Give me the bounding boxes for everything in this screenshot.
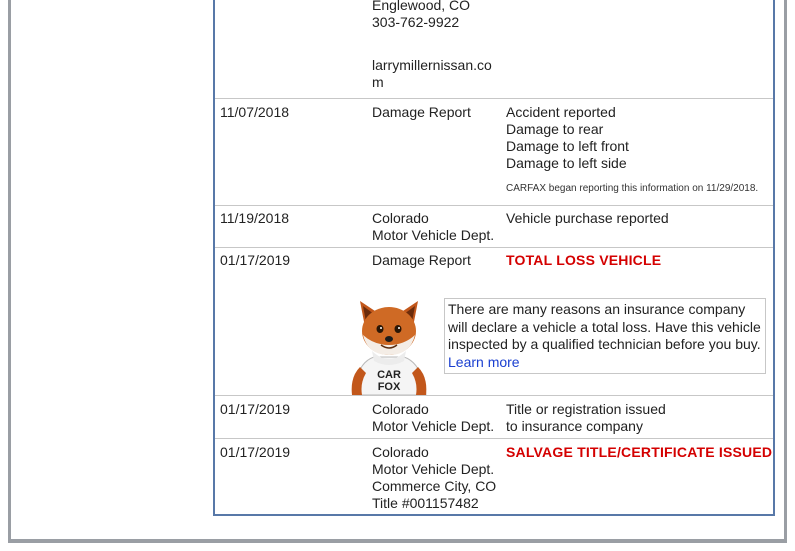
record-comments (506, 401, 771, 435)
record-comments (506, 444, 771, 461)
record-date: 11/19/2018 (220, 210, 290, 226)
page-frame-left (8, 0, 11, 541)
record-source (372, 252, 500, 269)
record-source (372, 0, 500, 91)
source-line: Damage Report (372, 104, 471, 120)
record-date: 01/17/2019 (220, 252, 291, 268)
carfax-reporting-note: CARFAX began reporting this information on 11/29/2018. (506, 183, 759, 194)
source-line (372, 31, 500, 48)
comment-line: Title or registration issued (506, 401, 666, 417)
source-line: Commerce City, CO (372, 478, 497, 494)
salvage-title-alert: SALVAGE TITLE/CERTIFICATE ISSUED (506, 444, 773, 460)
vehicle-history-table (213, 0, 775, 516)
comment-line: Accident reported (506, 104, 616, 120)
record-source (372, 210, 500, 244)
source-line: Colorado (372, 444, 429, 460)
mascot-shirt-text: CAR (377, 369, 401, 381)
info-line: inspected by a qualified technician before you buy. (448, 336, 761, 352)
comment-line: Damage to rear (506, 121, 604, 137)
history-row (215, 395, 773, 439)
record-source (372, 444, 500, 512)
record-date: 01/17/2019 (220, 444, 291, 460)
page-frame-bottom (8, 539, 787, 543)
comment-line: to insurance company (506, 418, 643, 434)
history-row (215, 98, 773, 206)
record-comments (506, 210, 771, 227)
record-date: 11/07/2018 (220, 104, 290, 120)
source-line: Damage Report (372, 252, 471, 268)
history-row (215, 0, 773, 98)
source-line: 303-762-9922 (372, 14, 460, 30)
carfox-mascot-icon (348, 297, 430, 395)
comment-line: Vehicle purchase reported (506, 210, 669, 226)
source-line: Motor Vehicle Dept. (372, 461, 495, 477)
learn-more-link[interactable]: Learn more (448, 353, 520, 370)
mascot-shirt-text: FOX (377, 381, 401, 393)
source-line: Motor Vehicle Dept. (372, 227, 495, 243)
history-row (215, 205, 773, 248)
comment-line: Damage to left side (506, 155, 627, 171)
source-line: Title #001157482 (372, 495, 479, 511)
record-comments (506, 104, 771, 197)
dealer-website-line: larrymillernissan.co (372, 57, 492, 73)
page-frame-right (784, 0, 787, 541)
total-loss-alert: TOTAL LOSS VEHICLE (506, 252, 662, 268)
info-line: will declare a vehicle a total loss. Have this vehicle (448, 318, 761, 335)
info-line: There are many reasons an insurance company (448, 301, 746, 317)
record-comments (506, 252, 771, 269)
history-row (215, 247, 773, 396)
record-source (372, 401, 500, 435)
total-loss-info-box (444, 298, 766, 374)
source-line: Motor Vehicle Dept. (372, 418, 495, 434)
source-line: Englewood, CO (372, 0, 471, 13)
comment-line: Damage to left front (506, 138, 629, 154)
source-line: Colorado (372, 401, 429, 417)
dealer-website-line: m (372, 74, 384, 90)
history-row (215, 438, 773, 515)
record-date: 01/17/2019 (220, 401, 291, 417)
record-source (372, 104, 500, 121)
source-line: Colorado (372, 210, 429, 226)
